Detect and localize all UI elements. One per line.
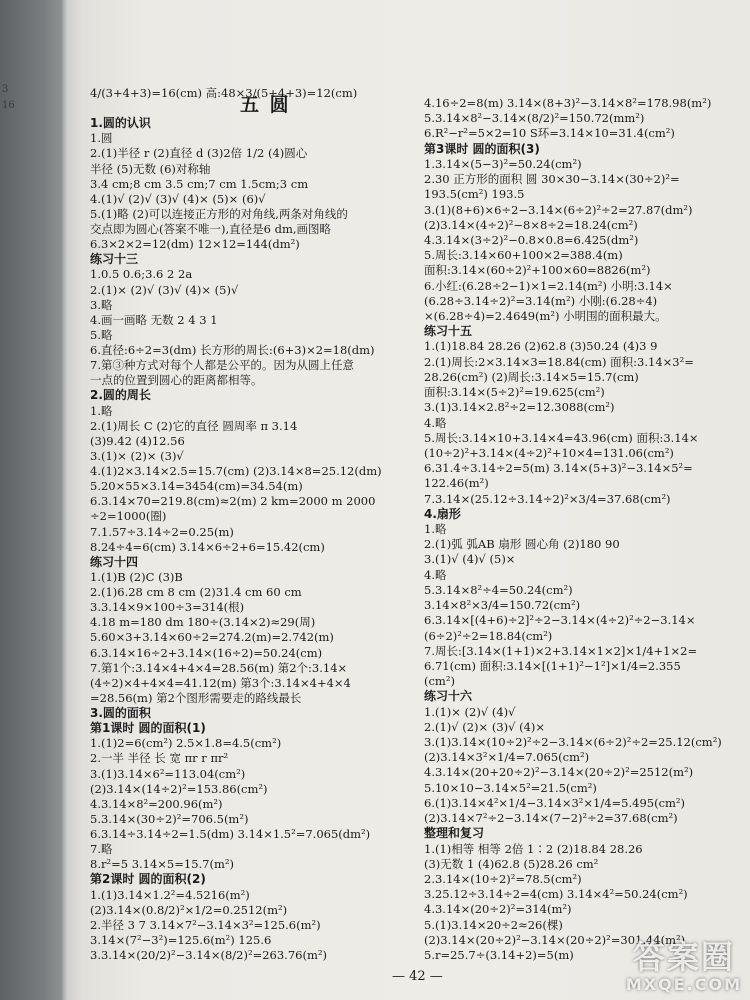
answer-line: 4.16÷2=8(m) 3.14×(8+3)²−3.14×8²=178.98(m²) <box>424 96 712 110</box>
answer-line: 6.(1)3.14×4²×1/4−3.14×3²×1/4=5.495(cm²) <box>424 796 686 810</box>
answer-line: (6÷2)²÷2=18.84(cm²) <box>424 629 553 643</box>
answer-line: 6.R²−r²=5×2=10 S环=3.14×10=31.4(cm²) <box>424 126 675 140</box>
answer-line: 6.3.14×16÷2+3.14×(16÷2)=50.24(cm) <box>90 646 323 660</box>
answer-line: 6.3.14÷3.14÷2=1.5(dm) 3.14×1.5²=7.065(dm²) <box>90 827 371 841</box>
answer-line: 2.(1)√ (2)× (3)√ (4)× <box>424 720 546 734</box>
answer-line: 7.第③种方式对每个人都是公平的。因为从圆上任意 <box>90 358 354 372</box>
answer-line: 4/(3+4+3)=16(cm) 高:48×3/(5+4+3)=12(cm) <box>90 86 358 100</box>
answer-line: 6.小红:(6.28÷2−1)×1=2.14(m²) 小明:3.14× <box>424 279 673 293</box>
answer-line: 5.3.14×8²÷4=50.24(cm²) <box>424 583 573 597</box>
answer-line: 面积:3.14×(60÷2)²+100×60=8826(m²) <box>424 263 651 277</box>
answer-line: 3.4 cm;8 cm 3.5 cm;7 cm 1.5cm;3 cm <box>90 177 309 191</box>
section-heading: 4.扇形 <box>424 507 461 521</box>
answer-line: 7.1.57÷3.14÷2=0.25(m) <box>90 525 234 539</box>
answer-line: 3.(1)3.14×(10÷2)²÷2−3.14×(6÷2)²÷2=25.12(cm²) <box>424 735 722 749</box>
answer-line: 1.略 <box>424 522 447 536</box>
answer-line: 面积:3.14×(5÷2)²=19.625(cm²) <box>424 385 605 399</box>
answer-line: 6.3.14×70=219.8(cm)≈2(m) 2 km=2000 m 2000 <box>90 494 376 508</box>
answer-line: 4.3.14×(20+20÷2)²−3.14×(20÷2)²=2512(m²) <box>424 765 694 779</box>
answer-line: 5.r=25.7÷(3.14+2)=5(m) <box>424 948 574 962</box>
answer-line: (4÷2)×4+4×4=41.12(m) 第3个:3.14×4+4×4 <box>90 676 351 690</box>
answer-line: (3)无数 1 (4)62.8 (5)28.26 cm² <box>424 857 599 871</box>
answer-line: (cm²) <box>424 674 455 688</box>
answer-line: 5.周长:3.14×10+3.14×4=43.96(cm) 面积:3.14× <box>424 431 699 445</box>
section-heading: 第1课时 圆的面积(1) <box>90 721 206 735</box>
answer-line: 5.20×55×3.14=3454(cm)=34.54(m) <box>90 479 303 493</box>
answer-line: 3.(1)× (2)× (3)√ <box>90 449 184 463</box>
section-heading: 练习十五 <box>424 324 473 338</box>
watermark-logo <box>626 939 742 994</box>
answer-line: 7.周长:[3.14×(1+1)×2+3.14×1×2]×1/4+1×2= <box>424 644 698 658</box>
chapter-title: 五 圆 <box>240 94 291 116</box>
watermark-title: 答案圈 <box>632 938 735 976</box>
answer-line: 8.r²=5 3.14×5=15.7(m²) <box>90 857 234 871</box>
answer-line: 4.(1)√ (2)√ (3)√ (4)× (5)× (6)√ <box>90 192 266 206</box>
answer-line: 3.(1)√ (4)√ (5)× <box>424 552 516 566</box>
answer-line: (2)3.14×(4÷2)²−8×8÷2=18.24(cm²) <box>424 218 638 232</box>
answer-line: 2.一半 半径 长 宽 πr r πr² <box>90 751 229 765</box>
answer-line: 1.(1)2=6(cm²) 2.5×1.8=4.5(cm²) <box>90 736 282 750</box>
answer-line: 4.3.14×(3÷2)²−0.8×0.8=6.425(dm²) <box>424 233 639 247</box>
answer-line: 6.71(cm) 面积:3.14×[(1+1)²−1²]×1/4=2.355 <box>424 659 681 673</box>
answer-line: 6.3×2×2=12(dm) 12×12=144(dm²) <box>90 237 300 251</box>
answer-line: 一点的位置到圆心的距离都相等。 <box>90 373 263 387</box>
answer-line: 6.直径:6÷2=3(dm) 长方形的周长:(6+3)×2=18(dm) <box>90 343 375 357</box>
answer-line: 4.18 m=180 dm 180÷(3.14×2)≈29(周) <box>90 615 316 629</box>
answer-line: 1.(1)× (2)√ (4)√ <box>424 705 516 719</box>
section-heading: 整理和复习 <box>424 826 485 840</box>
answer-line: 5.周长:3.14×60+100×2=388.4(m) <box>424 248 623 262</box>
answer-line: 4.略 <box>424 568 447 582</box>
answer-line: (2)3.14×(14÷2)²=153.86(cm²) <box>90 782 268 796</box>
answer-line: 5.(1)略 (2)可以连接正方形的对角线,两条对角线的 <box>90 207 348 221</box>
answer-line: 2.30 正方形的面积 圆 30×30−3.14×(30÷2)²= <box>424 172 680 186</box>
answer-line: 2.(1)周长 C (2)它的直径 圆周率 π 3.14 <box>90 419 298 433</box>
page-binding-shadow <box>62 0 68 1000</box>
section-heading: 第3课时 圆的面积(3) <box>424 142 540 156</box>
watermark-url: MXQE.COM <box>625 975 742 994</box>
answer-line: (6.28÷3.14÷2)²=3.14(m²) 小刚:(6.28÷4) <box>424 294 658 308</box>
answer-line: 193.5(cm²) 193.5 <box>424 187 525 201</box>
answer-line: 1.0.5 0.6;3.6 2 2a <box>90 267 193 281</box>
answer-line: 3.14×8²×3/4=150.72(cm²) <box>424 598 581 612</box>
answer-line: 5.略 <box>90 328 113 342</box>
answer-line: 4.3.14×8²=200.96(m²) <box>90 797 223 811</box>
adjacent-page-fragment: 16 <box>2 100 15 111</box>
answer-line: 5.3.14×(30÷2)²=706.5(m²) <box>90 812 249 826</box>
answer-line: 2.(1)× (2)√ (3)√ (4)× (5)√ <box>90 283 239 297</box>
answer-line: 3.3.14×9×100÷3=314(根) <box>90 600 245 614</box>
answer-line: (2)3.14×(0.8/2)²×1/2=0.2512(m²) <box>90 903 288 917</box>
answer-line: 4.画一画略 无数 2 4 3 1 <box>90 313 218 327</box>
answer-line: 7.3.14×(25.12÷3.14÷2)²×3/4=37.68(cm²) <box>424 492 671 506</box>
answer-line: 3.(1)3.14×2.8²÷2=12.3088(cm²) <box>424 400 615 414</box>
answer-line: 122.46(m²) <box>424 476 489 490</box>
answer-line: 5.3.14×8²−3.14×(8/2)²=150.72(mm²) <box>424 111 645 125</box>
answer-line: 7.略 <box>90 842 113 856</box>
answer-line: 1.(1)18.84 28.26 (2)62.8 (3)50.24 (4)3 9 <box>424 339 658 353</box>
answer-line: 3.(1)(8+6)×6÷2−3.14×(6÷2)²÷2=27.87(dm²) <box>424 203 693 217</box>
section-heading: 练习十六 <box>424 689 473 703</box>
answer-line: (2)3.14×3²×1/4=7.065(cm²) <box>424 750 590 764</box>
answer-line: 1.3.14×(5−3)²=50.24(cm²) <box>424 157 582 171</box>
answer-page <box>62 0 750 1000</box>
section-heading: 练习十四 <box>90 555 139 569</box>
answer-line: 1.(1)相等 相等 2倍 1∶2 (2)18.84 28.26 <box>424 842 643 856</box>
answer-line: 3.14×(7²−3²)=125.6(m²) 125.6 <box>90 933 272 947</box>
section-heading: 2.圆的周长 <box>90 388 151 402</box>
answer-line: (3)9.42 (4)12.56 <box>90 434 185 448</box>
answer-line: 4.略 <box>424 416 447 430</box>
answer-line: 1.(1)B (2)C (3)B <box>90 570 183 584</box>
answer-line: 2.(1)周长:2×3.14×3=18.84(cm) 面积:3.14×3²= <box>424 355 694 369</box>
answer-line: 2.(1)弧 弧AB 扇形 圆心角 (2)180 90 <box>424 537 620 551</box>
answer-line: 8.24÷4=6(cm) 3.14×6÷2+6=15.42(cm) <box>90 540 325 554</box>
answer-line: 6.3.14×[(4+6)÷2]²÷2−3.14×(4÷2)²÷2−3.14× <box>424 613 696 627</box>
answer-line: 4.3.14×(20÷2)²=314(m²) <box>424 902 572 916</box>
answer-line: 2.半径 3 7 3.14×7²−3.14×3²=125.6(m²) <box>90 918 321 932</box>
answer-line: 5.60×3+3.14×60÷2=274.2(m)=2.742(m) <box>90 630 334 644</box>
answer-line: ×(6.28÷4)=2.4649(m²) 小明围的面积最大。 <box>424 309 667 323</box>
answer-line: 28.26(cm²) (2)周长:3.14×5=15.7(cm) <box>424 370 639 384</box>
answer-line: 交点即为圆心(答案不唯一),直径是6 dm,画图略 <box>90 222 332 236</box>
adjacent-page-edge <box>0 0 62 1000</box>
answer-line: 1.圆 <box>90 131 113 145</box>
page-number: — 42 — <box>392 969 443 984</box>
answer-line: 半径 (5)无数 (6)对称轴 <box>90 162 211 176</box>
section-heading: 3.圆的面积 <box>90 706 151 720</box>
section-heading: 1.圆的认识 <box>90 116 151 130</box>
answer-line: 7.第1个:3.14×4+4×4=28.56(m) 第2个:3.14× <box>90 661 348 675</box>
answer-line: 3.略 <box>90 298 113 312</box>
answer-line: 5.(1)3.14×20÷2≈26(棵) <box>424 918 563 932</box>
answer-line: 3.25.12÷3.14÷2=4(cm) 3.14×4²=50.24(cm²) <box>424 887 688 901</box>
section-heading: 第2课时 圆的面积(2) <box>90 872 206 886</box>
answer-line: 1.(1)3.14×1.2²=4.5216(m²) <box>90 888 250 902</box>
answer-line: 3.3.14×(20/2)²−3.14×(8/2)²=263.76(m²) <box>90 948 327 962</box>
answer-line: (10÷2)²+3.14×(4÷2)²+10×4=131.06(cm²) <box>424 446 674 460</box>
adjacent-page-fragment: 3 <box>2 84 9 95</box>
answer-line: 6.31.4÷3.14÷2=5(m) 3.14×(5+3)²−3.14×5²= <box>424 461 693 475</box>
answer-line: 2.3.14×(10÷2)²=78.5(cm²) <box>424 872 582 886</box>
answer-line: 2.(1)半径 r (2)直径 d (3)2倍 1/2 (4)圆心 <box>90 146 308 160</box>
answer-line: 2.(1)6.28 cm 8 cm (2)31.4 cm 60 cm <box>90 585 302 599</box>
answer-line: ÷2=1000(圈) <box>90 509 167 523</box>
answer-line: 4.(1)2×3.14×2.5=15.7(cm) (2)3.14×8=25.12(dm) <box>90 464 382 478</box>
section-heading: 练习十三 <box>90 252 139 266</box>
answer-line: 1.略 <box>90 404 113 418</box>
answer-line: =28.56(m) 第2个图形需要走的路线最长 <box>90 691 302 705</box>
answer-line: 5.10×10−3.14×5²=21.5(cm²) <box>424 781 597 795</box>
answer-line: (2)3.14×(20÷2)²−3.14×(20÷2)²=301.44(m²) <box>424 933 686 947</box>
answer-line: (2)3.14×7²÷2−3.14×(7−2)²÷2=37.68(cm²) <box>424 811 678 825</box>
answer-line: 3.(1)3.14×6²=113.04(cm²) <box>90 767 246 781</box>
